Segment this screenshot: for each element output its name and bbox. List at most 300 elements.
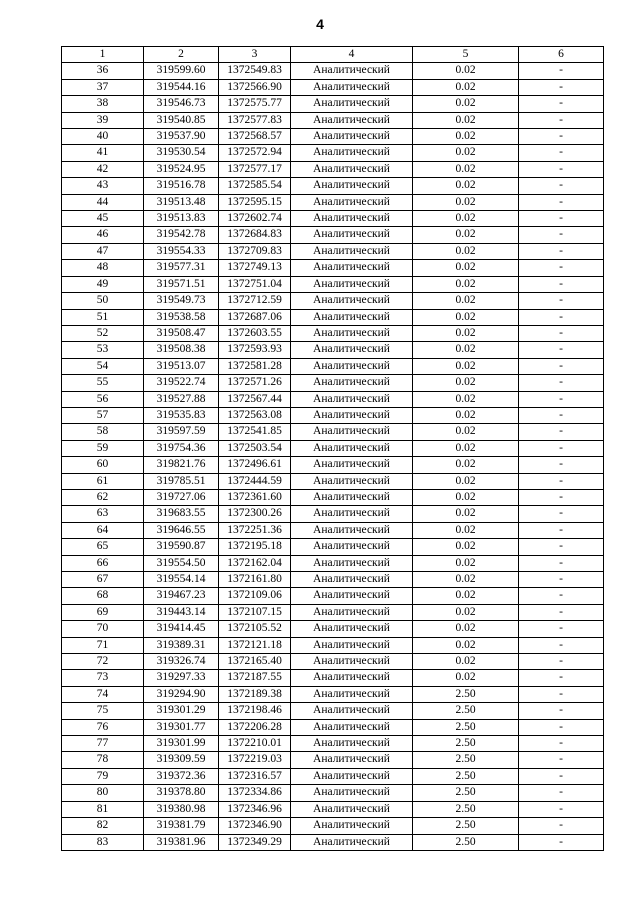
y-coordinate-cell: 1372198.46 [219,703,291,719]
x-coordinate-cell: 319571.51 [144,276,219,292]
note-cell: - [519,391,604,407]
accuracy-cell: 0.02 [413,145,519,161]
y-coordinate-cell: 1372300.26 [219,506,291,522]
note-cell: - [519,63,604,79]
point-number-cell: 48 [62,260,144,276]
note-cell: - [519,834,604,850]
note-cell: - [519,801,604,817]
y-coordinate-cell: 1372575.77 [219,96,291,112]
note-cell: - [519,621,604,637]
y-coordinate-cell: 1372346.96 [219,801,291,817]
table-row [62,621,604,637]
method-cell: Аналитический [291,96,413,112]
note-cell: - [519,178,604,194]
point-number-cell: 60 [62,457,144,473]
method-cell: Аналитический [291,621,413,637]
method-cell: Аналитический [291,358,413,374]
table-row [62,785,604,801]
point-number-cell: 64 [62,522,144,538]
y-coordinate-cell: 1372571.26 [219,375,291,391]
accuracy-cell: 2.50 [413,736,519,752]
x-coordinate-cell: 319646.55 [144,522,219,538]
accuracy-cell: 0.02 [413,63,519,79]
note-cell: - [519,768,604,784]
y-coordinate-cell: 1372195.18 [219,539,291,555]
point-number-cell: 52 [62,325,144,341]
point-number-cell: 80 [62,785,144,801]
x-coordinate-cell: 319414.45 [144,621,219,637]
y-coordinate-cell: 1372316.57 [219,768,291,784]
note-cell: - [519,194,604,210]
y-coordinate-cell: 1372593.93 [219,342,291,358]
y-coordinate-cell: 1372346.90 [219,818,291,834]
method-cell: Аналитический [291,785,413,801]
x-coordinate-cell: 319554.33 [144,243,219,259]
accuracy-cell: 2.50 [413,801,519,817]
table-row [62,194,604,210]
accuracy-cell: 2.50 [413,703,519,719]
note-cell: - [519,211,604,227]
note-cell: - [519,473,604,489]
note-cell: - [519,752,604,768]
accuracy-cell: 0.02 [413,260,519,276]
x-coordinate-cell: 319549.73 [144,293,219,309]
x-coordinate-cell: 319542.78 [144,227,219,243]
x-coordinate-cell: 319301.77 [144,719,219,735]
method-cell: Аналитический [291,276,413,292]
note-cell: - [519,440,604,456]
method-cell: Аналитический [291,752,413,768]
point-number-cell: 49 [62,276,144,292]
note-cell: - [519,703,604,719]
table-header-row [62,47,604,63]
y-coordinate-cell: 1372568.57 [219,129,291,145]
x-coordinate-cell: 319301.99 [144,736,219,752]
note-cell: - [519,96,604,112]
note-cell: - [519,145,604,161]
x-coordinate-cell: 319683.55 [144,506,219,522]
accuracy-cell: 0.02 [413,129,519,145]
accuracy-cell: 0.02 [413,194,519,210]
column-header: 3 [219,47,291,63]
accuracy-cell: 0.02 [413,112,519,128]
method-cell: Аналитический [291,145,413,161]
table-row [62,391,604,407]
point-number-cell: 78 [62,752,144,768]
x-coordinate-cell: 319535.83 [144,407,219,423]
accuracy-cell: 2.50 [413,818,519,834]
y-coordinate-cell: 1372349.29 [219,834,291,850]
note-cell: - [519,637,604,653]
note-cell: - [519,736,604,752]
table-row [62,309,604,325]
table-row [62,719,604,735]
x-coordinate-cell: 319546.73 [144,96,219,112]
table-row [62,375,604,391]
table-row [62,79,604,95]
note-cell: - [519,539,604,555]
x-coordinate-cell: 319309.59 [144,752,219,768]
accuracy-cell: 0.02 [413,522,519,538]
method-cell: Аналитический [291,473,413,489]
note-cell: - [519,227,604,243]
y-coordinate-cell: 1372161.80 [219,572,291,588]
y-coordinate-cell: 1372105.52 [219,621,291,637]
y-coordinate-cell: 1372585.54 [219,178,291,194]
method-cell: Аналитический [291,834,413,850]
table-row [62,325,604,341]
x-coordinate-cell: 319297.33 [144,670,219,686]
table-row [62,686,604,702]
point-number-cell: 69 [62,604,144,620]
method-cell: Аналитический [291,161,413,177]
x-coordinate-cell: 319577.31 [144,260,219,276]
accuracy-cell: 0.02 [413,391,519,407]
point-number-cell: 50 [62,293,144,309]
method-cell: Аналитический [291,375,413,391]
y-coordinate-cell: 1372602.74 [219,211,291,227]
accuracy-cell: 0.02 [413,588,519,604]
accuracy-cell: 0.02 [413,276,519,292]
x-coordinate-cell: 319754.36 [144,440,219,456]
x-coordinate-cell: 319544.16 [144,79,219,95]
note-cell: - [519,818,604,834]
accuracy-cell: 0.02 [413,506,519,522]
y-coordinate-cell: 1372687.06 [219,309,291,325]
y-coordinate-cell: 1372712.59 [219,293,291,309]
note-cell: - [519,489,604,505]
y-coordinate-cell: 1372603.55 [219,325,291,341]
table-row [62,260,604,276]
accuracy-cell: 0.02 [413,161,519,177]
table-row [62,654,604,670]
x-coordinate-cell: 319530.54 [144,145,219,161]
y-coordinate-cell: 1372251.36 [219,522,291,538]
method-cell: Аналитический [291,506,413,522]
y-coordinate-cell: 1372595.15 [219,194,291,210]
method-cell: Аналитический [291,522,413,538]
table-row [62,752,604,768]
point-number-cell: 46 [62,227,144,243]
table-row [62,637,604,653]
table-row [62,129,604,145]
table-row [62,227,604,243]
point-number-cell: 72 [62,654,144,670]
point-number-cell: 81 [62,801,144,817]
table-row [62,588,604,604]
accuracy-cell: 2.50 [413,785,519,801]
x-coordinate-cell: 319380.98 [144,801,219,817]
y-coordinate-cell: 1372684.83 [219,227,291,243]
table-row [62,768,604,784]
note-cell: - [519,785,604,801]
point-number-cell: 47 [62,243,144,259]
y-coordinate-cell: 1372361.60 [219,489,291,505]
column-header: 1 [62,47,144,63]
table-row [62,161,604,177]
method-cell: Аналитический [291,407,413,423]
accuracy-cell: 0.02 [413,572,519,588]
point-number-cell: 42 [62,161,144,177]
point-number-cell: 71 [62,637,144,653]
accuracy-cell: 0.02 [413,211,519,227]
table-row [62,801,604,817]
accuracy-cell: 0.02 [413,604,519,620]
y-coordinate-cell: 1372210.01 [219,736,291,752]
point-number-cell: 66 [62,555,144,571]
table-row [62,293,604,309]
method-cell: Аналитический [291,194,413,210]
point-number-cell: 43 [62,178,144,194]
x-coordinate-cell: 319527.88 [144,391,219,407]
accuracy-cell: 0.02 [413,539,519,555]
y-coordinate-cell: 1372572.94 [219,145,291,161]
method-cell: Аналитический [291,63,413,79]
accuracy-cell: 0.02 [413,325,519,341]
x-coordinate-cell: 319381.96 [144,834,219,850]
coordinates-table [61,46,604,851]
point-number-cell: 45 [62,211,144,227]
table-row [62,96,604,112]
y-coordinate-cell: 1372187.55 [219,670,291,686]
y-coordinate-cell: 1372541.85 [219,424,291,440]
x-coordinate-cell: 319513.07 [144,358,219,374]
note-cell: - [519,588,604,604]
x-coordinate-cell: 319389.31 [144,637,219,653]
method-cell: Аналитический [291,736,413,752]
note-cell: - [519,293,604,309]
point-number-cell: 53 [62,342,144,358]
method-cell: Аналитический [291,457,413,473]
method-cell: Аналитический [291,555,413,571]
x-coordinate-cell: 319554.14 [144,572,219,588]
accuracy-cell: 0.02 [413,654,519,670]
x-coordinate-cell: 319538.58 [144,309,219,325]
y-coordinate-cell: 1372121.18 [219,637,291,653]
accuracy-cell: 0.02 [413,440,519,456]
point-number-cell: 37 [62,79,144,95]
point-number-cell: 56 [62,391,144,407]
table-row [62,276,604,292]
accuracy-cell: 0.02 [413,178,519,194]
x-coordinate-cell: 319821.76 [144,457,219,473]
accuracy-cell: 0.02 [413,670,519,686]
method-cell: Аналитический [291,243,413,259]
method-cell: Аналитический [291,604,413,620]
accuracy-cell: 0.02 [413,309,519,325]
y-coordinate-cell: 1372577.83 [219,112,291,128]
table-row [62,670,604,686]
method-cell: Аналитический [291,79,413,95]
x-coordinate-cell: 319508.38 [144,342,219,358]
method-cell: Аналитический [291,801,413,817]
method-cell: Аналитический [291,572,413,588]
accuracy-cell: 0.02 [413,473,519,489]
point-number-cell: 61 [62,473,144,489]
point-number-cell: 38 [62,96,144,112]
method-cell: Аналитический [291,424,413,440]
table-row [62,178,604,194]
method-cell: Аналитический [291,391,413,407]
note-cell: - [519,260,604,276]
table-row [62,736,604,752]
accuracy-cell: 0.02 [413,79,519,95]
table-row [62,424,604,440]
table-row [62,572,604,588]
accuracy-cell: 0.02 [413,227,519,243]
table-row [62,539,604,555]
accuracy-cell: 0.02 [413,407,519,423]
x-coordinate-cell: 319597.59 [144,424,219,440]
y-coordinate-cell: 1372219.03 [219,752,291,768]
table-row [62,506,604,522]
method-cell: Аналитический [291,211,413,227]
y-coordinate-cell: 1372206.28 [219,719,291,735]
table-row [62,555,604,571]
table-row [62,440,604,456]
point-number-cell: 82 [62,818,144,834]
point-number-cell: 70 [62,621,144,637]
table-row [62,604,604,620]
table-row [62,145,604,161]
method-cell: Аналитический [291,227,413,243]
point-number-cell: 68 [62,588,144,604]
point-number-cell: 54 [62,358,144,374]
point-number-cell: 59 [62,440,144,456]
point-number-cell: 58 [62,424,144,440]
point-number-cell: 51 [62,309,144,325]
y-coordinate-cell: 1372444.59 [219,473,291,489]
point-number-cell: 73 [62,670,144,686]
y-coordinate-cell: 1372189.38 [219,686,291,702]
x-coordinate-cell: 319727.06 [144,489,219,505]
accuracy-cell: 2.50 [413,752,519,768]
note-cell: - [519,686,604,702]
x-coordinate-cell: 319467.23 [144,588,219,604]
note-cell: - [519,243,604,259]
note-cell: - [519,129,604,145]
column-header: 4 [291,47,413,63]
y-coordinate-cell: 1372162.04 [219,555,291,571]
table-body [62,63,604,851]
note-cell: - [519,309,604,325]
note-cell: - [519,161,604,177]
note-cell: - [519,457,604,473]
table-row [62,489,604,505]
x-coordinate-cell: 319516.78 [144,178,219,194]
method-cell: Аналитический [291,637,413,653]
accuracy-cell: 0.02 [413,637,519,653]
page-number: 4 [316,16,324,32]
accuracy-cell: 0.02 [413,555,519,571]
accuracy-cell: 0.02 [413,96,519,112]
accuracy-cell: 2.50 [413,719,519,735]
point-number-cell: 40 [62,129,144,145]
column-header: 6 [519,47,604,63]
point-number-cell: 79 [62,768,144,784]
point-number-cell: 75 [62,703,144,719]
y-coordinate-cell: 1372107.15 [219,604,291,620]
table-row [62,407,604,423]
method-cell: Аналитический [291,818,413,834]
method-cell: Аналитический [291,342,413,358]
point-number-cell: 83 [62,834,144,850]
column-header: 2 [144,47,219,63]
accuracy-cell: 2.50 [413,834,519,850]
method-cell: Аналитический [291,539,413,555]
accuracy-cell: 0.02 [413,358,519,374]
x-coordinate-cell: 319443.14 [144,604,219,620]
note-cell: - [519,506,604,522]
y-coordinate-cell: 1372566.90 [219,79,291,95]
point-number-cell: 44 [62,194,144,210]
note-cell: - [519,719,604,735]
accuracy-cell: 0.02 [413,342,519,358]
method-cell: Аналитический [291,293,413,309]
table-row [62,112,604,128]
table-row [62,818,604,834]
method-cell: Аналитический [291,719,413,735]
x-coordinate-cell: 319522.74 [144,375,219,391]
point-number-cell: 57 [62,407,144,423]
point-number-cell: 62 [62,489,144,505]
accuracy-cell: 0.02 [413,489,519,505]
note-cell: - [519,407,604,423]
y-coordinate-cell: 1372751.04 [219,276,291,292]
method-cell: Аналитический [291,309,413,325]
x-coordinate-cell: 319554.50 [144,555,219,571]
y-coordinate-cell: 1372503.54 [219,440,291,456]
point-number-cell: 74 [62,686,144,702]
y-coordinate-cell: 1372334.86 [219,785,291,801]
note-cell: - [519,79,604,95]
method-cell: Аналитический [291,260,413,276]
point-number-cell: 36 [62,63,144,79]
x-coordinate-cell: 319381.79 [144,818,219,834]
x-coordinate-cell: 319524.95 [144,161,219,177]
note-cell: - [519,654,604,670]
accuracy-cell: 0.02 [413,424,519,440]
method-cell: Аналитический [291,654,413,670]
table-row [62,473,604,489]
x-coordinate-cell: 319301.29 [144,703,219,719]
y-coordinate-cell: 1372563.08 [219,407,291,423]
accuracy-cell: 0.02 [413,457,519,473]
table-row [62,211,604,227]
accuracy-cell: 0.02 [413,375,519,391]
x-coordinate-cell: 319513.48 [144,194,219,210]
y-coordinate-cell: 1372496.61 [219,457,291,473]
point-number-cell: 41 [62,145,144,161]
x-coordinate-cell: 319513.83 [144,211,219,227]
note-cell: - [519,342,604,358]
note-cell: - [519,555,604,571]
point-number-cell: 76 [62,719,144,735]
table-row [62,703,604,719]
accuracy-cell: 0.02 [413,243,519,259]
x-coordinate-cell: 319326.74 [144,654,219,670]
x-coordinate-cell: 319785.51 [144,473,219,489]
x-coordinate-cell: 319372.36 [144,768,219,784]
x-coordinate-cell: 319294.90 [144,686,219,702]
accuracy-cell: 2.50 [413,768,519,784]
method-cell: Аналитический [291,489,413,505]
accuracy-cell: 2.50 [413,686,519,702]
method-cell: Аналитический [291,325,413,341]
y-coordinate-cell: 1372577.17 [219,161,291,177]
y-coordinate-cell: 1372581.28 [219,358,291,374]
table-row [62,522,604,538]
